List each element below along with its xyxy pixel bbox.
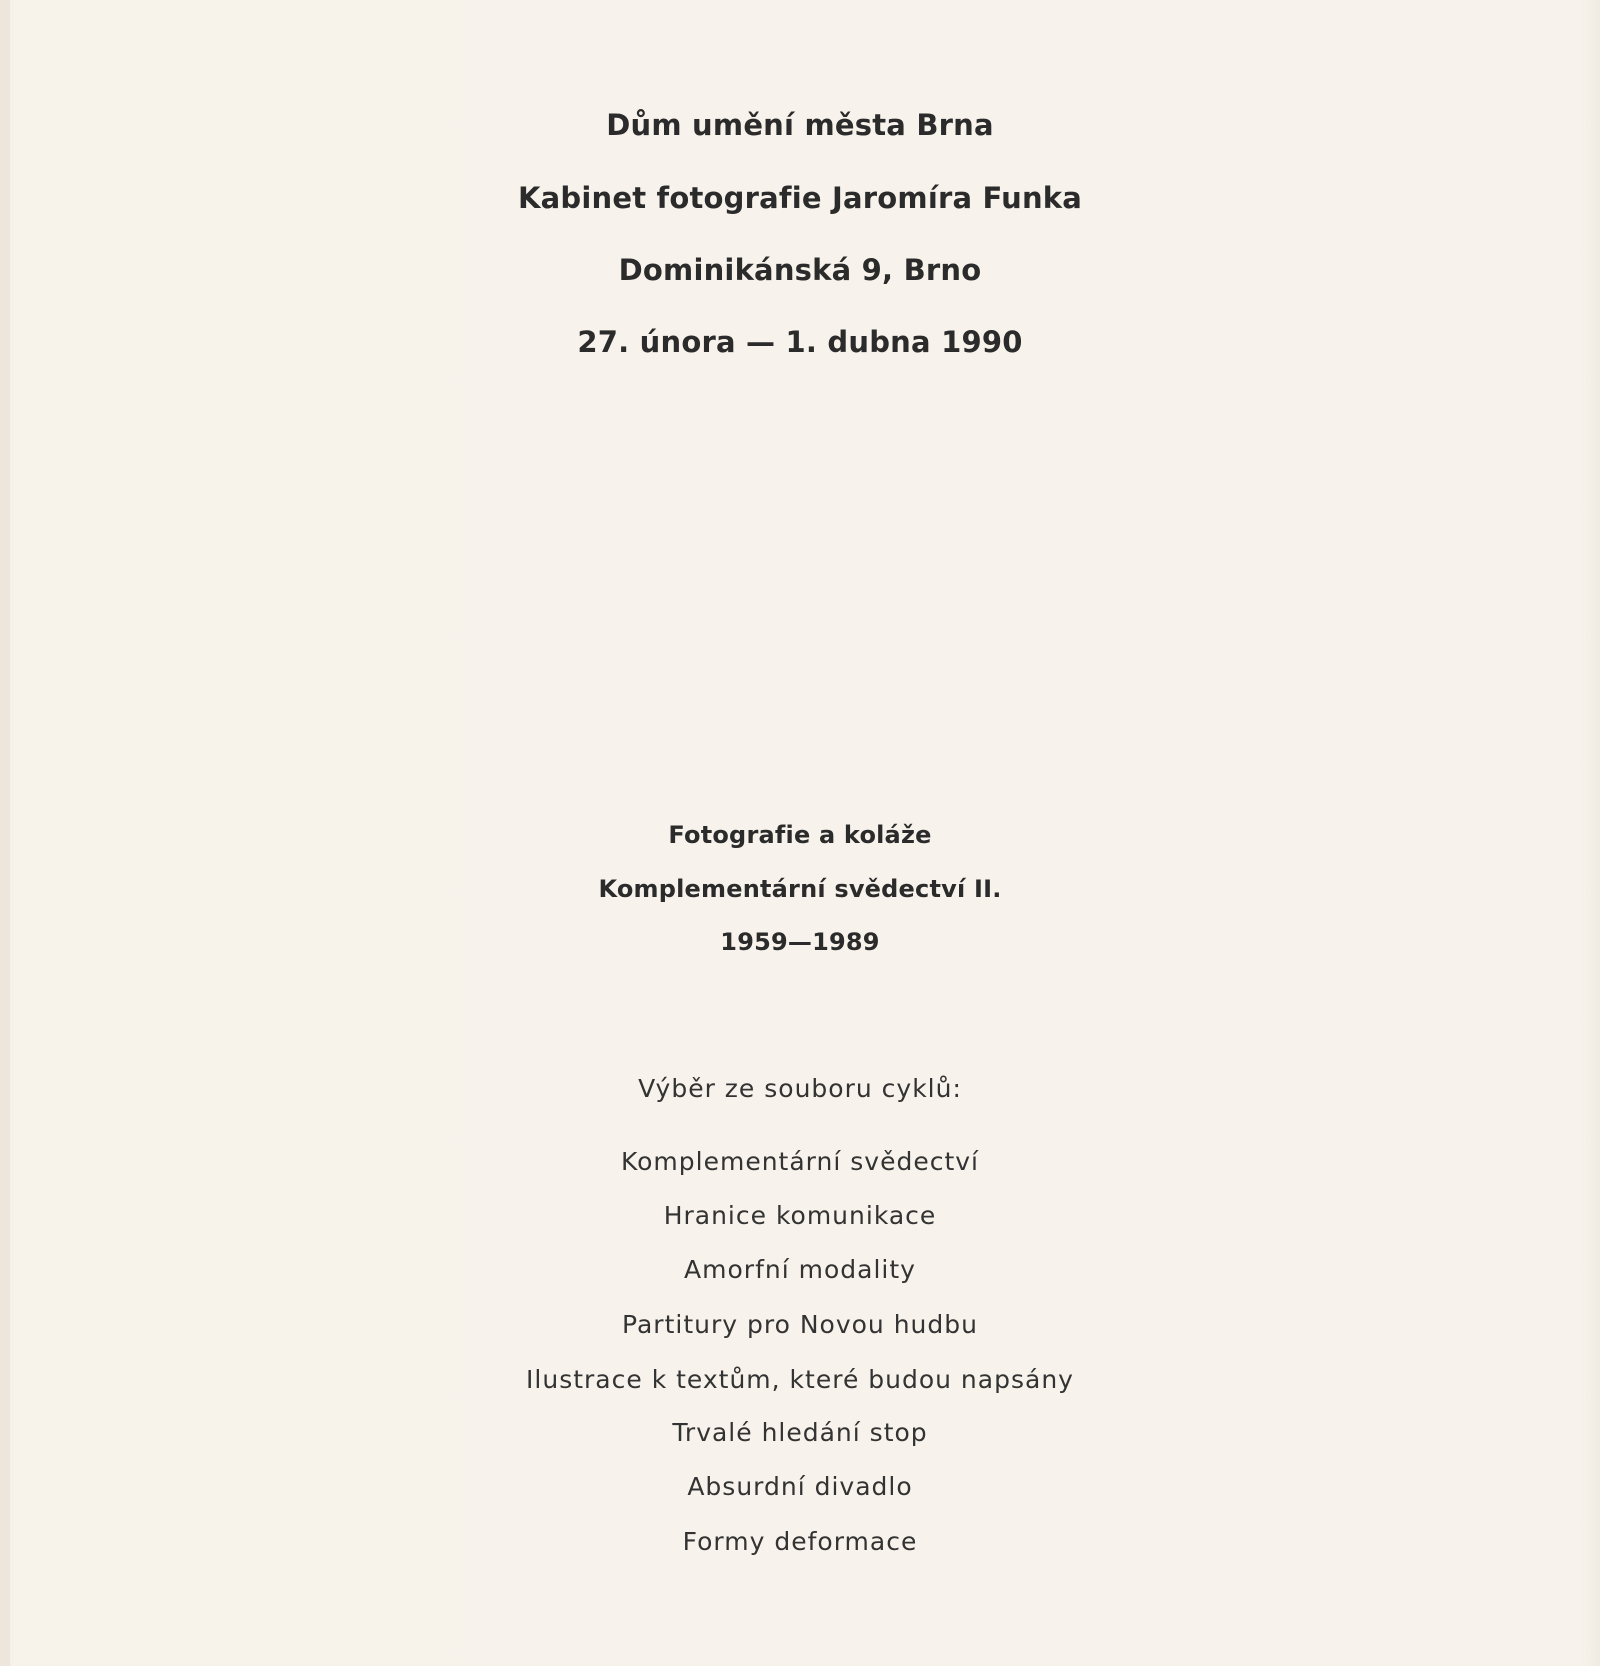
exhibition-years: 1959—1989 — [720, 928, 880, 956]
cycle-item: Hranice komunikace — [663, 1201, 937, 1230]
cycle-item: Trvalé hledání stop — [672, 1418, 928, 1447]
exhibition-dates: 27. února — 1. dubna 1990 — [577, 325, 1023, 359]
cycle-item: Formy deformace — [682, 1527, 918, 1556]
exhibition-subtitle: Komplementární svědectví II. — [598, 875, 1002, 903]
cycle-item: Partitury pro Novou hudbu — [622, 1310, 978, 1339]
address: Dominikánská 9, Brno — [618, 253, 982, 287]
exhibition-title: Fotografie a koláže — [668, 821, 932, 849]
cycle-item: Absurdní divadlo — [687, 1472, 913, 1501]
cycle-item: Ilustrace k textům, které budou napsány — [526, 1365, 1074, 1394]
cycles-intro: Výběr ze souboru cyklů: — [638, 1074, 962, 1103]
institution-name: Dům umění města Brna — [606, 108, 994, 142]
cycle-item: Komplementární svědectví — [620, 1147, 979, 1176]
cycle-item: Amorfní modality — [684, 1255, 916, 1284]
cabinet-name: Kabinet fotografie Jaromíra Funka — [517, 181, 1083, 215]
